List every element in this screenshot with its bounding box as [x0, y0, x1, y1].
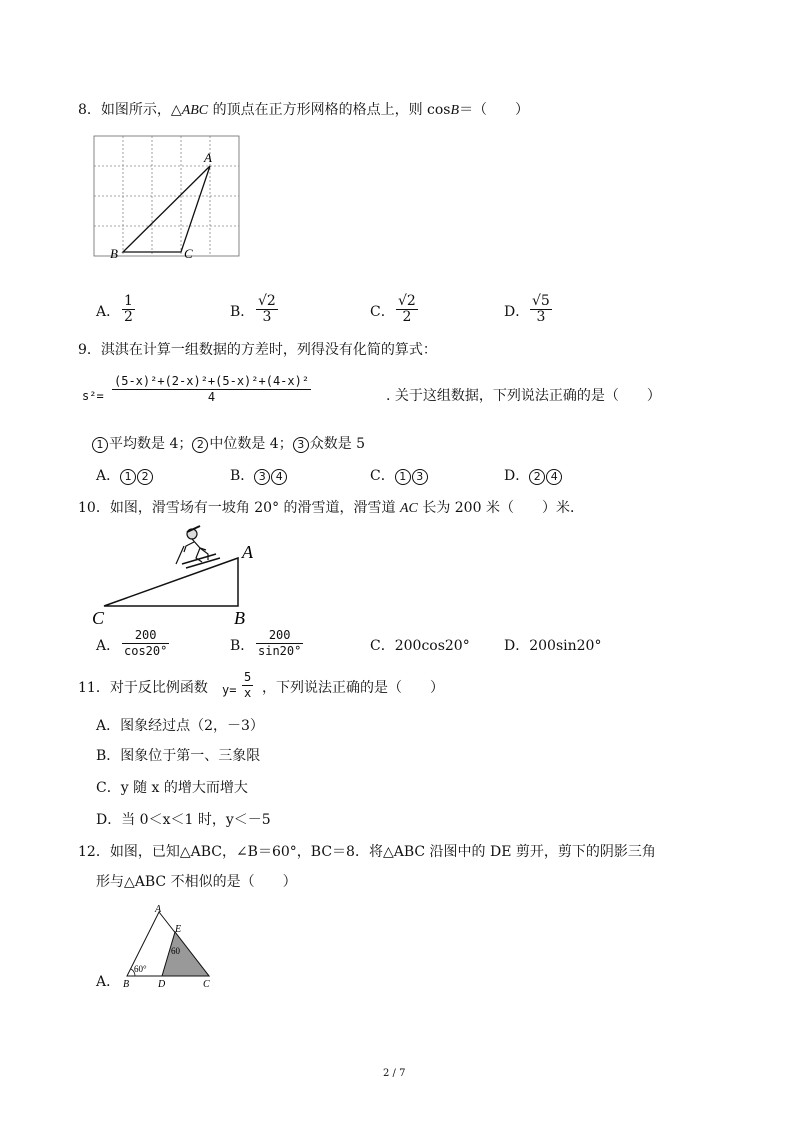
q8-option-d-label: D． [504, 304, 530, 320]
q12-label-B: B [123, 979, 130, 990]
q9-option-b: B． 3 4 [230, 466, 288, 486]
q12-option-a-label: A． [96, 974, 121, 990]
circled-number-1: 1 [92, 437, 108, 453]
q12-angle-label-e: 60 [171, 946, 180, 956]
q11-option-d: D．当 0＜x＜1 时，y＜－5 [96, 812, 271, 828]
page-number: 2 / 7 [383, 1068, 406, 1079]
q10-option-a-label: A． [96, 638, 121, 654]
q12-stem-line2: 形与△ABC 不相似的是（ ） [96, 874, 297, 890]
q8-label-C: C [184, 246, 193, 261]
q10-option-a-fraction: $\frac{200}{\cos 20^\circ}$ [124, 628, 168, 658]
q8-option-d-fraction: $\frac{√5}{3}$ [532, 293, 550, 325]
q12-label-A: A [155, 904, 162, 915]
q9-option-a: A． 1 2 [96, 466, 154, 486]
q8-label-B: B [110, 246, 118, 261]
q10-slope-figure [90, 520, 270, 630]
q8-grid-figure [90, 132, 250, 262]
q11-option-b: B．图象位于第一、三象限 [96, 748, 261, 764]
q8-option-c-label: C． [370, 304, 395, 320]
q11-func-fraction: $\frac{5}{x}$ [244, 670, 252, 700]
q9-statements: 1 平均数是 4； 2 中位数是 4； 3 众数是 5 [92, 434, 365, 454]
skier-icon [176, 526, 220, 568]
q8-option-a-fraction: $\frac{1}{2}$ [124, 293, 133, 325]
q8-option-c-fraction: $\frac{√2}{2}$ [398, 293, 416, 325]
q8-option-a-label: A． [96, 304, 121, 320]
q12-stem-line1: 12．如图，已知△ABC，∠B＝60°，BC＝8．将△ABC 沿图中的 DE 剪开，剪下的阴影三角 [78, 844, 656, 860]
q12-angle-label-b: 60° [134, 964, 147, 974]
q9-formula-fraction: $\frac{\text{(5-x)²+(2-x)²+(5-x)²+(4-x)²}}{4}$ [114, 374, 310, 404]
q12-label-E: E [175, 924, 182, 935]
q9-formula-lhs: s²= [82, 389, 104, 403]
q11-option-a: A．图象经过点（2，－3） [96, 718, 264, 734]
q11-option-c: C．y 随 x 的增大而增大 [96, 780, 248, 796]
q10-label-A: A [242, 542, 253, 562]
q10-option-d: D．200sin20° [504, 638, 602, 654]
q11-stem-b: ，下列说法正确的是（ ） [262, 680, 444, 696]
q10-option-b-label: B． [230, 638, 255, 654]
q11-stem-a: 11．对于反比例函数 [78, 680, 208, 696]
q8-option-b-label: B． [230, 304, 255, 320]
q8-stem: 8．如图所示，△ABC 的顶点在正方形网格的格点上，则 cosB＝（ ） [78, 102, 530, 118]
q12-option-a-figure [118, 902, 218, 990]
q12-label-C: C [203, 979, 210, 990]
circled-number-3: 3 [293, 437, 309, 453]
q9-option-c: C． 1 3 [370, 466, 429, 486]
q11-func-lhs: y= [222, 683, 237, 697]
q10-label-B: B [234, 608, 245, 628]
circled-number-2: 2 [192, 437, 208, 453]
q10-option-c: C．200cos20° [370, 638, 470, 654]
q9-formula-tail: . 关于这组数据，下列说法正确的是（ ） [386, 388, 661, 404]
q10-label-C: C [92, 608, 105, 628]
q10-stem: 10．如图，滑雪场有一坡角 20° 的滑雪道，滑雪道 AC 长为 200 米（ ）米． [78, 500, 584, 516]
q12-label-D: D [158, 979, 166, 990]
q9-stem: 9．淇淇在计算一组数据的方差时，列得没有化简的算式： [78, 342, 437, 358]
q8-label-A: A [204, 150, 212, 165]
q10-option-b-fraction: $\frac{200}{\sin 20^\circ}$ [258, 628, 302, 658]
q9-option-d: D． 2 4 [504, 466, 563, 486]
q8-option-b-fraction: $\frac{√2}{3}$ [258, 293, 276, 325]
